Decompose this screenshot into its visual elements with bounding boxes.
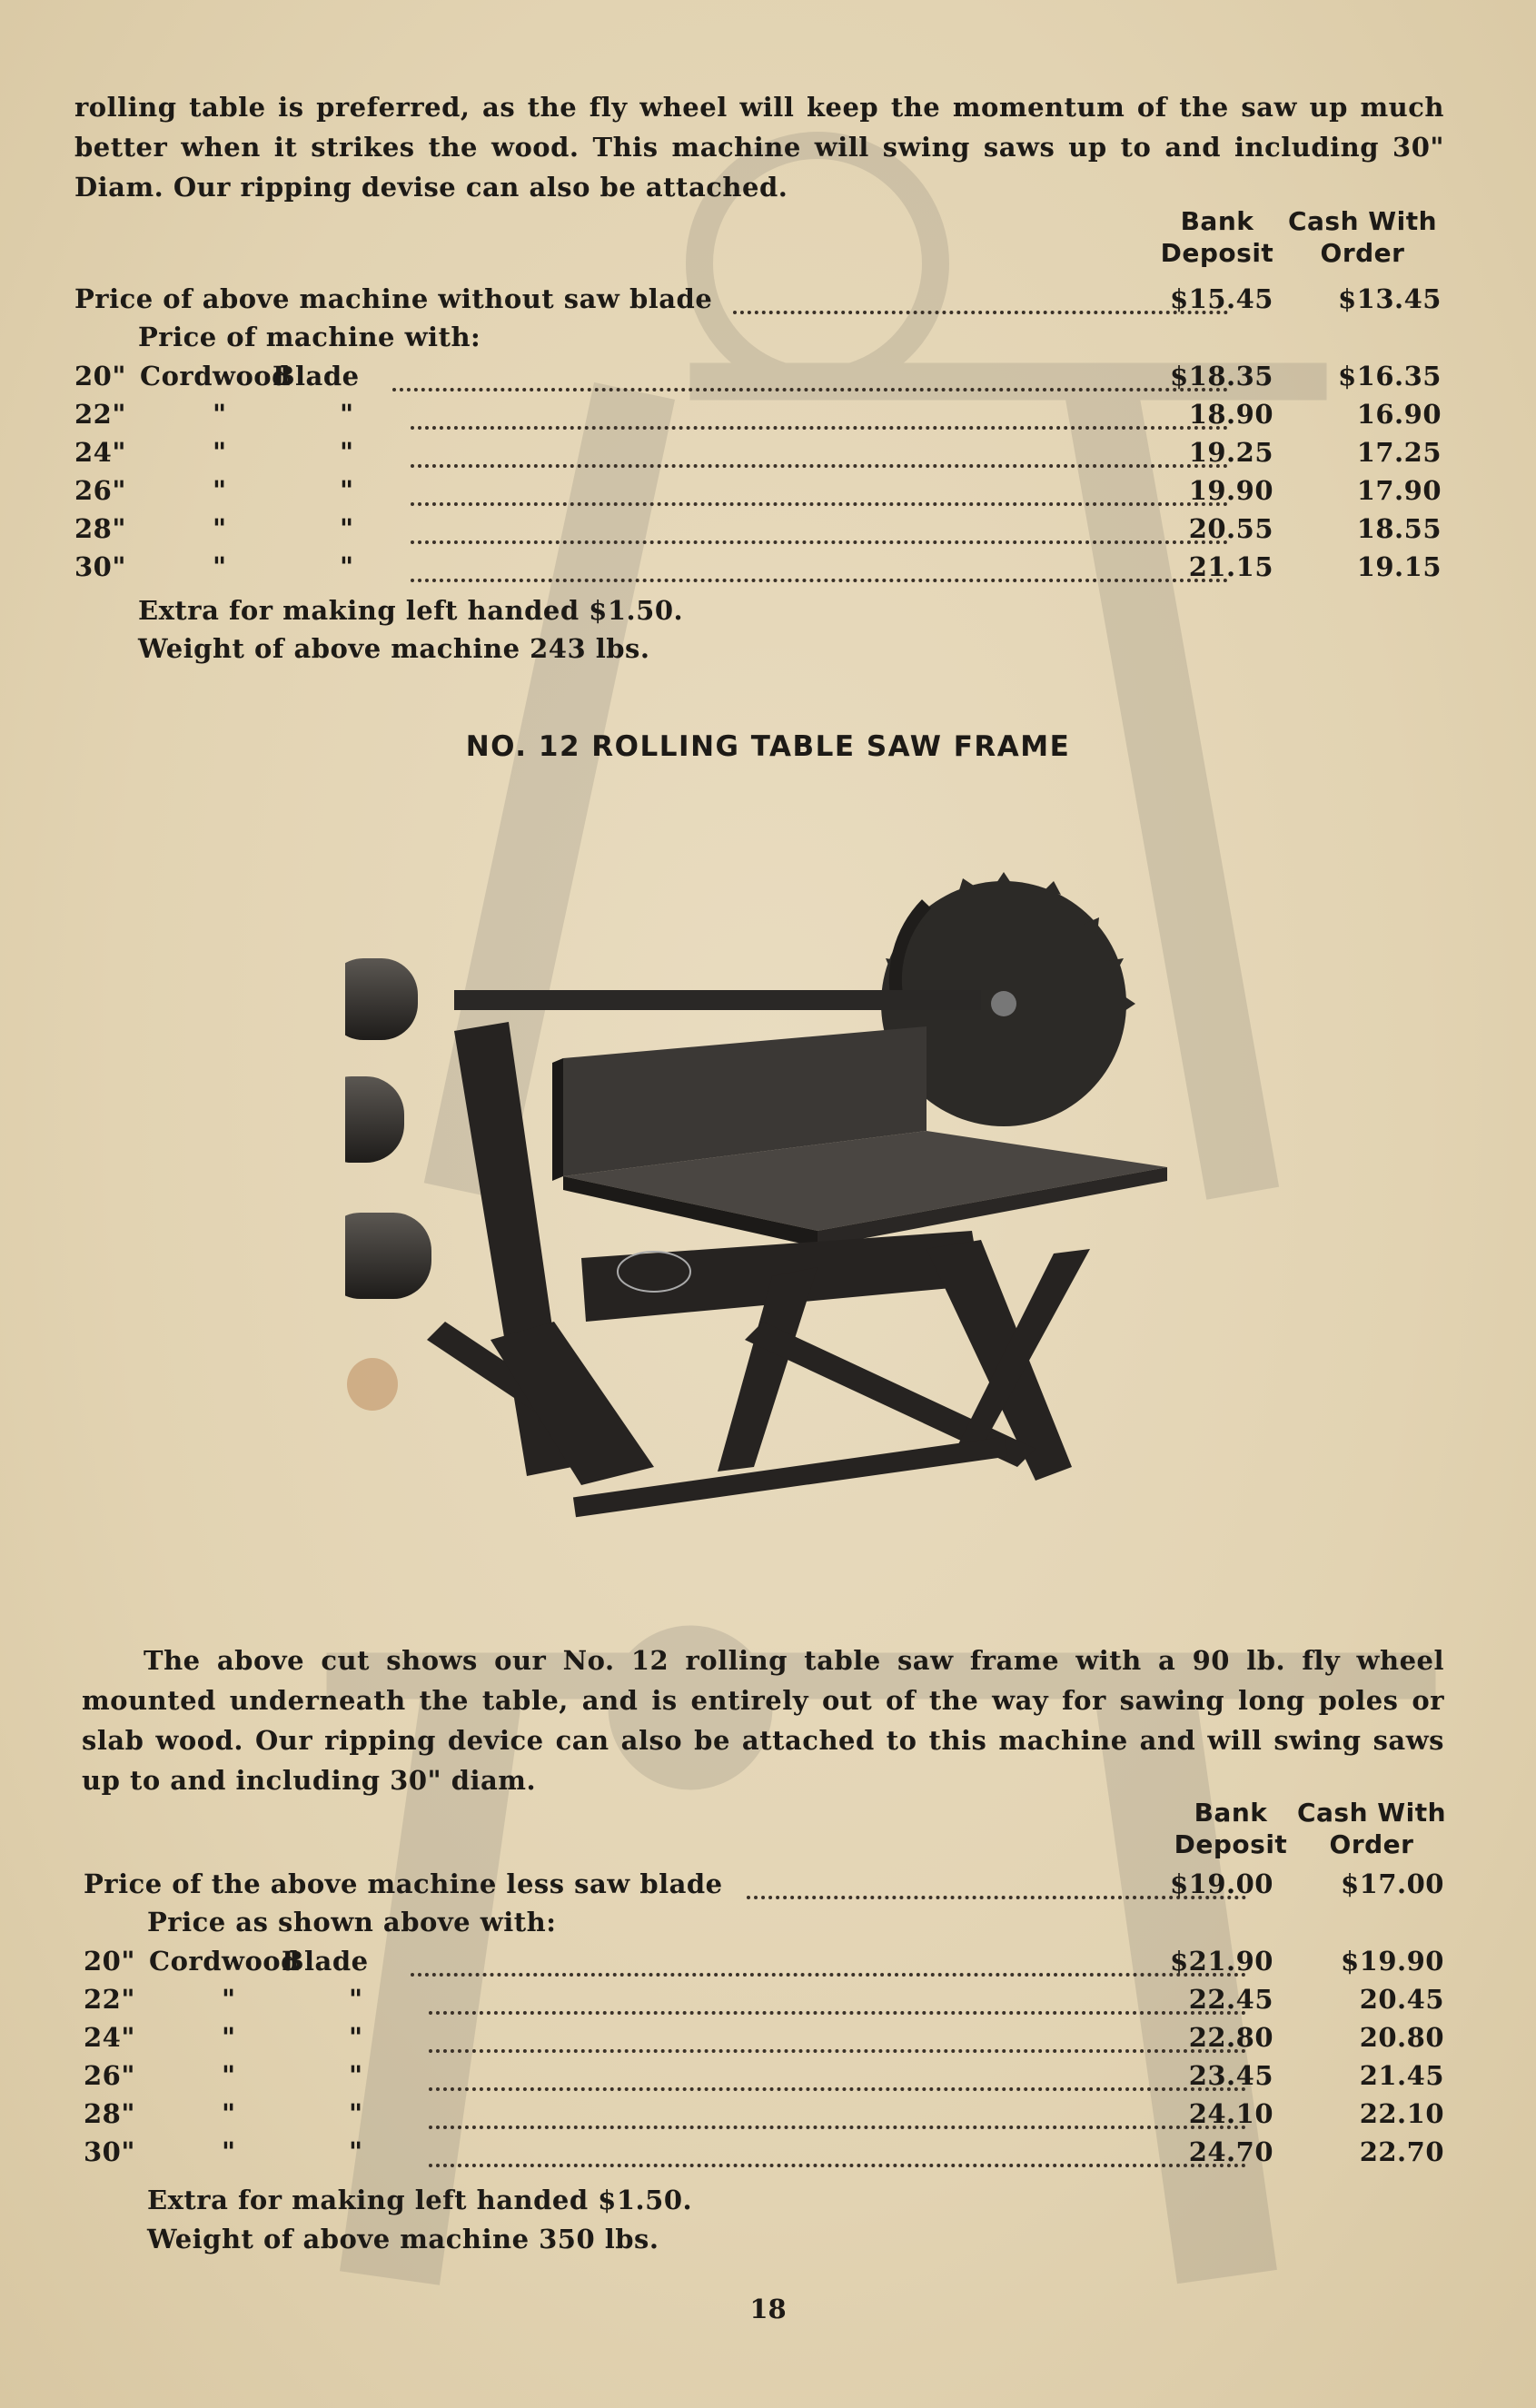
header-bank-line2: Deposit <box>1160 238 1274 268</box>
bank-price: $15.45 <box>1170 283 1273 314</box>
price-row <box>74 513 1455 551</box>
size-label: 22" <box>74 399 126 430</box>
blade-word: " <box>340 475 354 506</box>
blade-word: Blade <box>273 361 360 391</box>
cash-price: $19.90 <box>1341 1946 1444 1977</box>
blade-word: " <box>349 2060 363 2091</box>
blade-word: " <box>340 551 354 582</box>
bank-price: 19.25 <box>1188 437 1273 468</box>
blade-type: " <box>213 513 227 544</box>
price-row <box>74 437 1455 475</box>
cash-price: 18.55 <box>1356 513 1442 544</box>
table2-extra-note: Extra for making left handed $1.50. <box>147 2185 693 2215</box>
leader-dots <box>411 437 1228 468</box>
cash-price: $17.00 <box>1341 1868 1444 1899</box>
intro-text: rolling table is preferred, as the fly wheel will keep the momentum of the saw up much better when it strikes the wood. This machine will swing saws up to and including 30" Diam. Our ripping devise can also be attached. <box>74 92 1444 203</box>
blade-word: " <box>340 399 354 430</box>
leader-dots <box>429 2098 1246 2129</box>
size-label: 26" <box>74 475 126 506</box>
leader-dots <box>411 1946 1246 1977</box>
table1-base-row <box>74 283 1455 322</box>
table2-weight-note: Weight of above machine 350 lbs. <box>147 2224 659 2254</box>
bank-price: 20.55 <box>1188 513 1273 544</box>
cash-price: 22.10 <box>1359 2098 1444 2129</box>
header-cash-line1: Cash With <box>1296 1798 1447 1828</box>
cash-price: 17.90 <box>1356 475 1442 506</box>
header-bank-line1: Bank <box>1180 206 1254 236</box>
blade-type: " <box>222 2098 236 2129</box>
cash-price: 22.70 <box>1359 2136 1444 2167</box>
size-label: 20" <box>74 361 126 391</box>
cash-price: 19.15 <box>1356 551 1442 582</box>
bank-price: 22.45 <box>1188 1984 1273 2015</box>
size-label: 28" <box>74 513 126 544</box>
blade-word: " <box>349 2098 363 2129</box>
table1-weight-note: Weight of above machine 243 lbs. <box>138 633 650 664</box>
section-title: NO. 12 ROLLING TABLE SAW FRAME <box>465 730 1071 763</box>
blade-type: " <box>213 399 227 430</box>
blade-type: " <box>213 437 227 468</box>
description-text: The above cut shows our No. 12 rolling table saw frame with a 90 lb. fly wheel mounted underneath the table, and is entirely out of the way for sawing long poles or slab wood. Our ripping device can also be attached to this machine and will swing saws up to and including 30" diam. <box>82 1645 1444 1796</box>
table2-cash-header <box>1285 1797 1458 1860</box>
price-row <box>74 361 1455 399</box>
price-row <box>74 399 1455 437</box>
blade-word: " <box>340 437 354 468</box>
bank-price: 23.45 <box>1188 2060 1273 2091</box>
price-row <box>74 551 1455 590</box>
bank-price: 24.70 <box>1188 2136 1273 2167</box>
blade-type: " <box>222 2060 236 2091</box>
cash-price: 20.80 <box>1359 2022 1444 2053</box>
table1-with-label: Price of machine with: <box>138 322 481 352</box>
bank-price: 19.90 <box>1188 475 1273 506</box>
cash-price: 16.90 <box>1356 399 1442 430</box>
bank-price: 18.90 <box>1188 399 1273 430</box>
header-bank-line2: Deposit <box>1174 1829 1288 1859</box>
size-label: 30" <box>84 2136 135 2167</box>
leader-dots <box>411 399 1228 430</box>
leader-dots <box>411 513 1228 544</box>
bank-price: 21.15 <box>1188 551 1273 582</box>
table2-with-label: Price as shown above with: <box>147 1907 557 1937</box>
size-label: 28" <box>84 2098 135 2129</box>
header-bank-line1: Bank <box>1194 1798 1268 1828</box>
cash-price: 21.45 <box>1359 2060 1444 2091</box>
blade-type: " <box>222 2022 236 2053</box>
bank-price: $19.00 <box>1170 1868 1273 1899</box>
table1-cash-header <box>1276 205 1449 269</box>
price-row <box>74 475 1455 513</box>
size-label: 24" <box>84 2022 135 2053</box>
blade-word: " <box>349 2022 363 2053</box>
blade-type: " <box>222 1984 236 2015</box>
blade-word: Blade <box>282 1946 369 1977</box>
size-label: 20" <box>84 1946 135 1977</box>
table1-bank-header <box>1154 205 1281 269</box>
cash-price: $13.45 <box>1338 283 1442 314</box>
cash-price: 20.45 <box>1359 1984 1444 2015</box>
base-label: Price of the above machine less saw blade <box>84 1868 723 1899</box>
paper-stain <box>347 1358 398 1411</box>
bank-price: 22.80 <box>1188 2022 1273 2053</box>
blade-word: " <box>349 1984 363 2015</box>
table2-base-row <box>84 1868 1464 1907</box>
pulley-icon <box>345 958 431 1299</box>
blade-type: " <box>213 475 227 506</box>
leader-dots <box>411 551 1228 582</box>
bank-price: $18.35 <box>1170 361 1273 391</box>
leader-dots <box>411 475 1228 506</box>
page-number: 18 <box>749 2294 787 2324</box>
leader-dots <box>429 2060 1246 2091</box>
leader-dots <box>429 2136 1246 2167</box>
bank-price: $21.90 <box>1170 1946 1273 1977</box>
price-row <box>84 2022 1464 2060</box>
price-row <box>84 2136 1464 2175</box>
blade-word: " <box>349 2136 363 2167</box>
blade-type: " <box>213 551 227 582</box>
table2-bank-header <box>1167 1797 1294 1860</box>
size-label: 22" <box>84 1984 135 2015</box>
size-label: 30" <box>74 551 126 582</box>
intro-paragraph <box>74 87 1444 207</box>
price-row <box>84 1946 1464 1984</box>
bank-price: 24.10 <box>1188 2098 1273 2129</box>
table1-extra-note: Extra for making left handed $1.50. <box>138 595 684 626</box>
header-cash-line2: Order <box>1329 1829 1414 1859</box>
price-row <box>84 2098 1464 2136</box>
blade-word: " <box>340 513 354 544</box>
size-label: 26" <box>84 2060 135 2091</box>
description-paragraph <box>82 1640 1444 1800</box>
blade-type: Cordwood <box>149 1946 300 1977</box>
blade-type: " <box>222 2136 236 2167</box>
size-label: 24" <box>74 437 126 468</box>
price-row <box>84 1984 1464 2022</box>
leader-dots <box>429 1984 1246 2015</box>
blade-type: Cordwood <box>140 361 291 391</box>
cash-price: $16.35 <box>1338 361 1442 391</box>
leader-dots <box>392 361 1228 391</box>
cash-price: 17.25 <box>1356 437 1442 468</box>
price-row <box>84 2060 1464 2098</box>
leader-dots <box>429 2022 1246 2053</box>
header-cash-line1: Cash With <box>1287 206 1438 236</box>
base-label: Price of above machine without saw blade <box>74 283 713 314</box>
header-cash-line2: Order <box>1320 238 1405 268</box>
saw-frame-illustration <box>345 831 1190 1585</box>
